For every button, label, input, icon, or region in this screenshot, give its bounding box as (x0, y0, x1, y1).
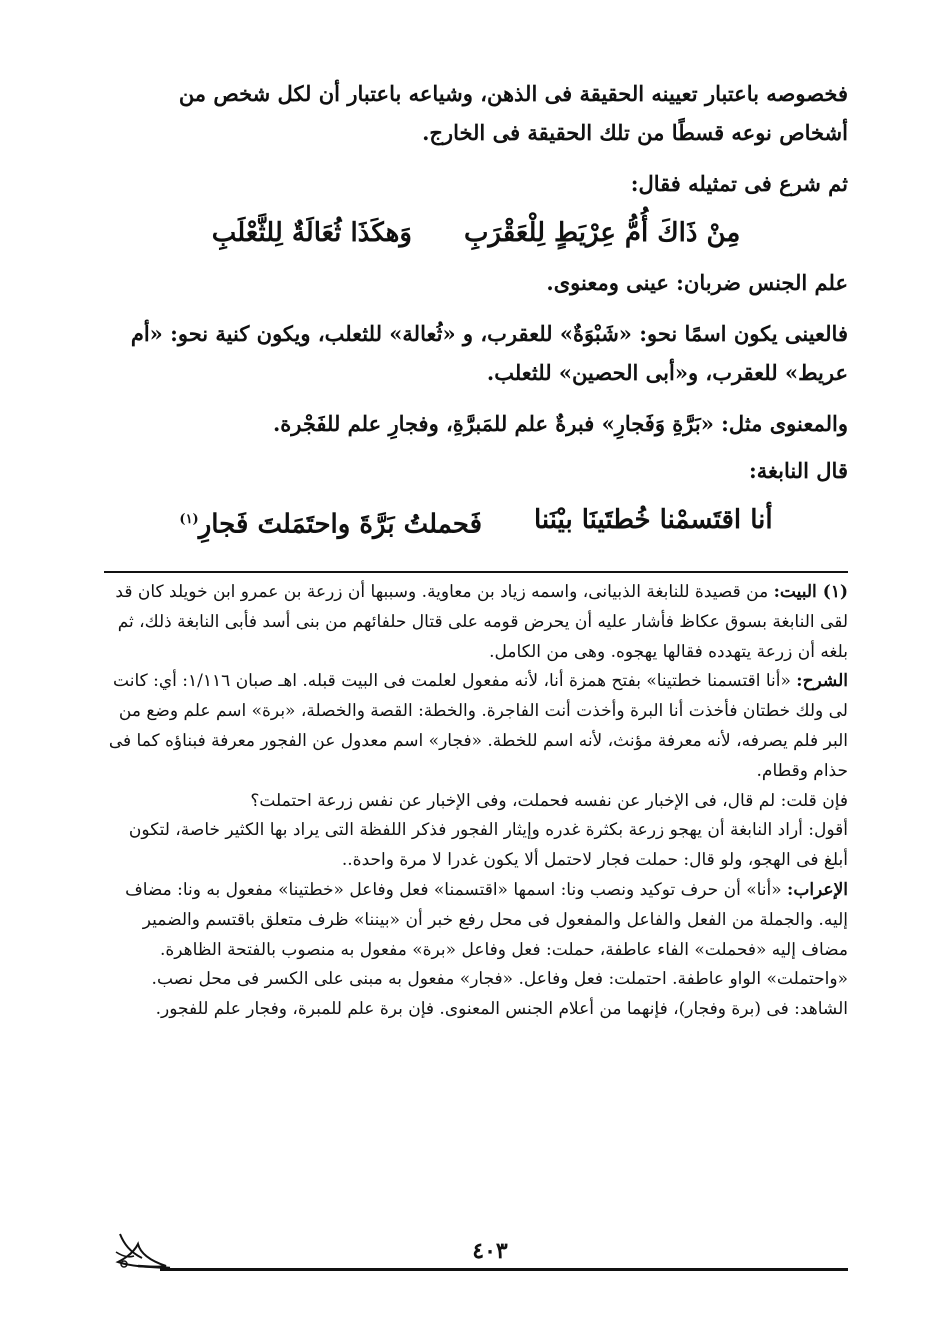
paragraph-nabigha-intro: قال النابغة: (749, 458, 848, 483)
footnote-evidence: الشاهد: فى (برة وفجار)، فإنهما من أعلام الجنس المعنوى. فإن برة علم للمبرة، وفجار علم للفجور. (155, 999, 848, 1020)
page-number: ٤٠٣ (472, 1238, 508, 1264)
paragraph-intro: فخصوصه باعتبار تعيينه الحقيقة فى الذهن، وشياعه باعتبار أن لكل شخص من أشخاص نوعه قسطًا من تلك الحقيقة فى الخارج. (178, 81, 848, 145)
footnote-label-explanation: الشرح: (796, 671, 848, 692)
ornament-icon (108, 1222, 172, 1272)
footnote-parsing (104, 876, 848, 995)
paragraph-abstract: والمعنوى مثل: «بَرَّةِ وَفَجارِ» فبرةٌ علم للمَبرَّةِ، وفجارِ علم للفَجْرة. (272, 411, 848, 436)
footnote-verse-text: من قصيدة للنابغة الذبيانى، واسمه زياد بن معاوية. وسببها أن زرعة بن عمرو ابن خويلد كان قد لقى النابغة بسوق عكاظ فأشار عليه أن يحرض قومه على قتال حلفائهم من بنى أسد فأبى النابغة ذلك، ثم بلغه أن زرعة يتهدده فقالها يهجوه. وهى من الكامل. (115, 582, 848, 662)
verse-alfiyya (104, 211, 848, 255)
verse-first-hemistich: مِنْ ذَاكَ أُمُّ عِرْيَطٍ لِلْعَقْرَبِ (463, 218, 741, 248)
paragraph-concrete: فالعينى يكون اسمًا نحو: «شَبْوَةٌ» للعقرب، و «ثُعالة» للثعلب، ويكون كنية نحو: «أم عريط» للعقرب، و«أبى الحصين» للثعلب. (130, 321, 848, 385)
paragraph-transition: ثم شرع فى تمثيله فقال: (630, 171, 848, 196)
footnote-number: (١) (822, 582, 848, 602)
footnotes (104, 578, 848, 1025)
footnote-reference: (١) (179, 512, 199, 527)
verse-nabigha (104, 498, 848, 547)
footnote-answer: أقول: أراد النابغة أن يهجو زرعة بكثرة غدره وإيثار الفجور فذكر اللفظة التى يراد بها الكثير خاصة، لتكون أبلغ فى الهجو، ولو قال: حملت فجار لاحتمل ألا يكون غدرا لا مرة واحدة.. (128, 820, 848, 871)
page-bottom-rule (160, 1268, 848, 1271)
verse-nabigha-second-text: فَحملتُ بَرَّةَ واحتَمَلتَ فَجارِ (198, 509, 482, 540)
footnote-verse-source (104, 578, 848, 667)
footnote-parsing-text: «أنا» أن حرف توكيد ونصب ونا: اسمها «اقتسمنا» فعل وفاعل «خطتينا» مفعول به ونا: مضاف إليه. والجملة من الفعل والفاعل والمفعول فى محل رفع خبر أن «بيننا» ظرف متعلق باقتسم والضمير مضاف إليه «فحملت» الفاء عاطفة، حملت: فعل وفاعل «برة» مفعول به منصوب بالفتحة الظاهرة. «واحتملت» الواو عاطفة. احتملت: فعل وفاعل. «فجار» مفعول به مبنى على الكسر فى محل نصب. (125, 879, 848, 990)
footnote-explanation-text: «أنا اقتسمنا خطتينا» بفتح همزة أنا، لأنه مفعول لعلمت فى البيت قبله. اهـ صبان ١/١١٦: أي: كانت لى ولك خطتان فأخذت أنا البرة وأخذت أنت الفاجرة. والخطة: القصة والخصلة، «برة» اسم علم وضع من البر فلم يصرفه، لأنه معرفة مؤنث، لأنه اسم للخطة. «فجار» اسم معدول عن الفجور معرفة فبناؤه كما فى حذام وقطام. (108, 671, 848, 781)
verse-nabigha-second-hemistich (179, 498, 482, 547)
footnote-explanation (104, 667, 848, 786)
verse-second-hemistich: وَهكَذَا ثُعَالَةٌ لِلثَّعْلَبِ (211, 218, 412, 248)
footnote-label-verse: البيت: (773, 582, 817, 602)
footnote-label-parsing: الإعراب: (787, 879, 848, 900)
verse-nabigha-first-hemistich: أنا اقتَسمْنا خُطتَينَا بيْنَنا (534, 505, 773, 535)
paragraph-kinds: علم الجنس ضربان: عينى ومعنوى. (546, 270, 848, 295)
footnote-divider (104, 571, 848, 573)
main-text (104, 74, 848, 555)
footnote-question: فإن قلت: لم قال، فى الإخبار عن نفسه فحملت، وفى الإخبار عن نفس زرعة احتملت؟ (250, 790, 848, 811)
